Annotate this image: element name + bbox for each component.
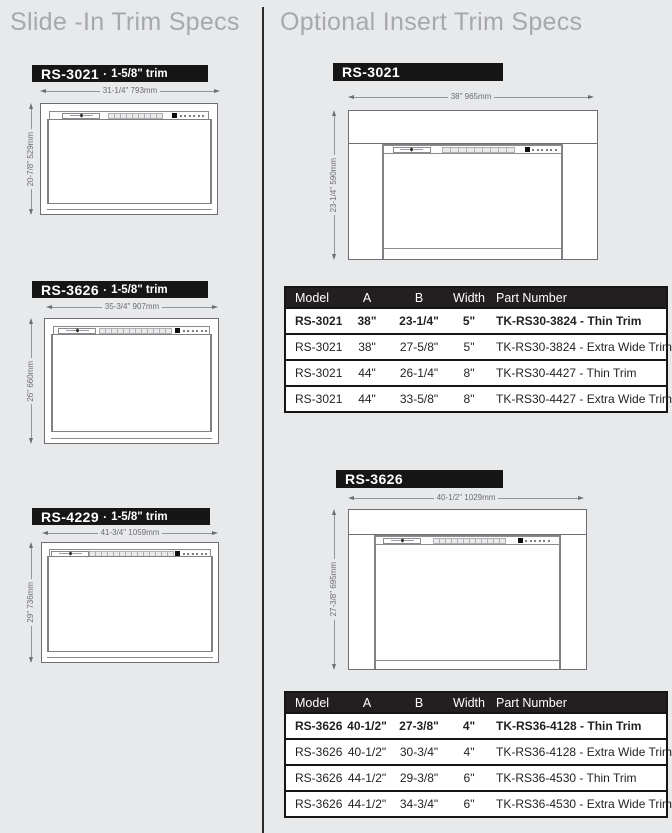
- cell-b: 34-3/4": [399, 797, 439, 811]
- firebox-opening: [374, 535, 561, 669]
- cell-b: 30-3/4": [399, 745, 439, 759]
- width-dimension-label: 38" 965mm: [450, 92, 492, 101]
- cell-model: RS-3626: [295, 797, 343, 811]
- control-strip: [383, 145, 562, 154]
- cell-part-number: TK-RS36-4128 - Extra Wide Trim: [496, 745, 672, 759]
- model-label-bar: [336, 470, 503, 488]
- dot-separator: ·: [103, 282, 108, 297]
- cell-part-number: TK-RS36-4128 - Thin Trim: [496, 719, 642, 733]
- fireplace-diagram-rs3626-insert: [348, 509, 587, 670]
- height-dimension-label: 26" 660mm: [26, 360, 35, 402]
- width-dimension: [46, 302, 218, 312]
- left-column-title: Slide -In Trim Specs: [10, 8, 240, 36]
- height-dimension: [328, 509, 340, 670]
- cell-a: 44-1/2": [347, 797, 387, 811]
- cell-model: RS-3626: [295, 719, 343, 733]
- model-name: RS-3021: [342, 64, 401, 80]
- height-dimension-label: 29" 736mm: [26, 582, 35, 623]
- cell-model: RS-3021: [295, 392, 343, 406]
- firebox-opening: [51, 334, 212, 432]
- control-buttons-icon: [525, 147, 557, 152]
- height-dimension: [25, 542, 37, 663]
- col-header-model: Model: [295, 290, 330, 305]
- table-row: [286, 738, 672, 764]
- cell-part-number: TK-RS30-3824 - Extra Wide Trim: [496, 340, 672, 354]
- table-header-row: [286, 288, 666, 307]
- cell-a: 44-1/2": [347, 771, 387, 785]
- height-dimension: [25, 318, 37, 444]
- cell-model: RS-3626: [295, 745, 343, 759]
- cell-width: 8": [463, 392, 475, 406]
- trim-size: 1-5/8" trim: [111, 510, 168, 523]
- cell-part-number: TK-RS30-3824 - Thin Trim: [496, 314, 642, 328]
- dim-arrow-down-icon: [332, 254, 336, 260]
- cell-a: 40-1/2": [347, 745, 387, 759]
- dim-arrow-right-icon: [578, 496, 584, 500]
- cell-b: 23-1/4": [399, 314, 439, 328]
- width-dimension-label: 40-1/2" 1029mm: [436, 493, 496, 502]
- brand-logo: [393, 147, 431, 153]
- model-name: RS-3626: [41, 281, 100, 298]
- col-header-a: A: [362, 290, 372, 305]
- control-buttons-icon: [172, 113, 204, 118]
- fireplace-diagram-rs3626-slidein: [44, 318, 219, 444]
- dim-arrow-right-icon: [588, 95, 594, 99]
- dim-arrow-right-icon: [214, 89, 220, 93]
- cell-b: 33-5/8": [399, 392, 439, 406]
- cell-width: 8": [463, 366, 475, 380]
- cell-model: RS-3626: [295, 771, 343, 785]
- dim-arrow-right-icon: [212, 305, 218, 309]
- cell-model: RS-3021: [295, 314, 343, 328]
- vent-grille: [109, 113, 163, 119]
- dot-separator: ·: [103, 509, 108, 524]
- model-name: RS-3021: [41, 65, 100, 82]
- table-header-row: [286, 693, 666, 712]
- firebox-opening: [47, 119, 212, 204]
- cell-part-number: TK-RS30-4427 - Extra Wide Trim: [496, 392, 672, 406]
- dim-arrow-down-icon: [29, 657, 33, 663]
- hearth-line: [376, 660, 559, 661]
- col-header-a: A: [362, 695, 372, 710]
- cell-model: RS-3021: [295, 366, 343, 380]
- fireplace-diagram-rs4229-slidein: [41, 542, 219, 663]
- dim-arrow-right-icon: [212, 531, 218, 535]
- vent-grille: [434, 538, 506, 544]
- table-row: [286, 764, 666, 790]
- cell-a: 38": [357, 314, 377, 328]
- cell-b: 27-3/8": [399, 719, 439, 733]
- cell-model: RS-3021: [295, 340, 343, 354]
- cell-b: 26-1/4": [399, 366, 439, 380]
- table-row: [286, 333, 672, 359]
- control-strip: [375, 536, 560, 545]
- table-row: [286, 790, 672, 816]
- col-header-width: Width: [453, 290, 485, 305]
- height-dimension: [25, 103, 37, 215]
- height-dimension-label: 23-1/4" 590mm: [329, 157, 338, 213]
- cell-part-number: TK-RS36-4530 - Thin Trim: [496, 771, 637, 785]
- hearth-line: [47, 209, 212, 210]
- cell-width: 6": [463, 797, 475, 811]
- dim-arrow-down-icon: [29, 209, 33, 215]
- control-buttons-icon: [518, 538, 550, 543]
- table-row: [286, 385, 672, 411]
- firebox-opening: [47, 556, 213, 652]
- parts-table-rs3626: [284, 691, 672, 818]
- col-header-b: B: [414, 695, 424, 710]
- model-label-bar: [333, 63, 503, 81]
- width-dimension-label: 31-1/4" 793mm: [102, 86, 158, 95]
- hearth-line: [47, 657, 213, 658]
- width-dimension: [42, 528, 218, 538]
- cell-width: 4": [463, 745, 475, 759]
- cell-width: 5": [462, 314, 476, 328]
- cell-width: 6": [463, 771, 475, 785]
- table-row: [286, 359, 666, 385]
- hearth-line: [384, 248, 561, 249]
- model-name: RS-4229: [41, 508, 100, 525]
- table-row: [286, 712, 666, 738]
- cell-a: 44": [358, 366, 376, 380]
- column-divider: [262, 7, 264, 833]
- control-buttons-icon: [175, 328, 207, 333]
- parts-table-rs3021: [284, 286, 672, 413]
- vent-grille: [443, 147, 515, 153]
- model-label-bar: [32, 508, 210, 525]
- cell-a: 44": [358, 392, 376, 406]
- cell-b: 27-5/8": [399, 340, 439, 354]
- width-dimension: [348, 493, 584, 503]
- height-dimension-label: 20-7/8" 529mm: [26, 131, 35, 187]
- fireplace-diagram-rs3021-slidein: [40, 103, 218, 215]
- cell-a: 40-1/2": [347, 719, 387, 733]
- col-header-part-number: Part Number: [496, 290, 567, 305]
- col-header-model: Model: [295, 695, 330, 710]
- brand-logo: [383, 538, 421, 544]
- right-column-title: Optional Insert Trim Specs: [280, 8, 583, 36]
- model-label-bar: [32, 65, 208, 82]
- cell-part-number: TK-RS36-4530 - Extra Wide Trim: [496, 797, 672, 811]
- trim-size: 1-5/8" trim: [111, 67, 168, 80]
- dim-arrow-down-icon: [332, 664, 336, 670]
- width-dimension: [348, 92, 594, 102]
- hearth-line: [51, 438, 212, 439]
- col-header-part-number: Part Number: [496, 695, 567, 710]
- model-name: RS-3626: [345, 471, 404, 487]
- height-dimension-label: 27-3/8" 695mm: [329, 562, 338, 617]
- col-header-b: B: [414, 290, 424, 305]
- height-dimension: [328, 110, 340, 260]
- fireplace-diagram-rs3021-insert: [348, 110, 598, 260]
- cell-b: 29-3/8": [399, 771, 439, 785]
- width-dimension-label: 35-3/4" 907mm: [104, 302, 160, 311]
- cell-part-number: TK-RS30-4427 - Thin Trim: [496, 366, 637, 380]
- vent-grille: [100, 328, 172, 334]
- cell-a: 38": [358, 340, 376, 354]
- brand-logo: [58, 328, 96, 334]
- width-dimension: [40, 86, 220, 96]
- cell-width: 5": [463, 340, 475, 354]
- dim-arrow-down-icon: [29, 438, 33, 444]
- model-label-bar: [32, 281, 208, 298]
- col-header-width: Width: [453, 695, 485, 710]
- cell-width: 4": [462, 719, 476, 733]
- dot-separator: ·: [103, 66, 108, 81]
- table-row: [286, 307, 666, 333]
- width-dimension-label: 41-3/4" 1059mm: [100, 528, 160, 537]
- brand-logo: [62, 113, 100, 119]
- trim-size: 1-5/8" trim: [111, 283, 168, 296]
- firebox-opening: [382, 144, 563, 259]
